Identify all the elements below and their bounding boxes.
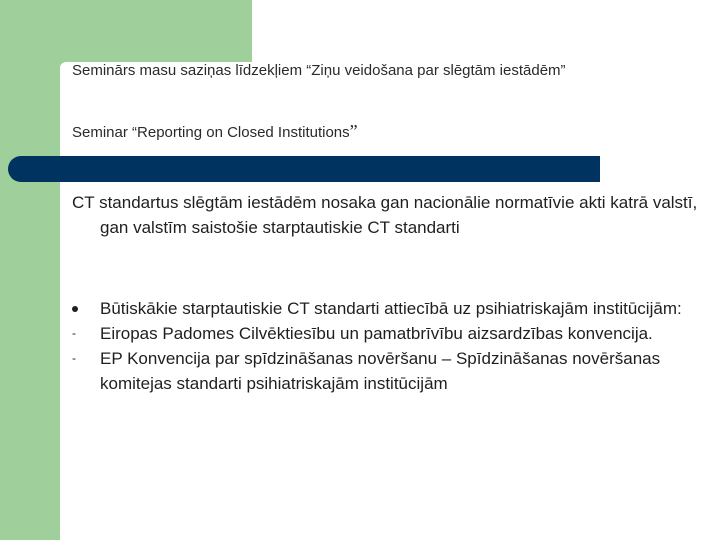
slide-header-english [72,121,358,143]
slide-header-english-closing-quote: ” [349,121,358,141]
list-item [72,346,682,396]
slide-header-english-text: Seminar “Reporting on Closed Institutions [72,124,350,141]
list-item-text: EP Konvencija par spīdzināšanas novēršanu – Spīdzināšanas novēršanas komitejas standarti psihiatriskajām institūcijām [100,349,661,393]
slide-header-latvian: Seminārs masu saziņas līdzekļiem “Ziņu veidošana par slēgtām iestādēm” [72,62,566,79]
dash-marker: - [72,326,76,340]
intro-paragraph: CT standartus slēgtām iestādēm nosaka gan nacionālie normatīvie akti katrā valstī, gan valstīm saistošie starptautiskie CT standarti [72,193,698,237]
dash-marker: - [72,351,76,365]
green-sidebar-decoration [0,0,60,540]
list-item [72,321,682,346]
standards-list [72,296,682,396]
bullet-heading-text: Būtiskākie starptautiskie CT standarti attiecībā uz psihiatriskajām institūcijām: [100,299,682,318]
navy-divider-bar [60,156,600,182]
list-item-text: Eiropas Padomes Cilvēktiesību un pamatbrīvību aizsardzības konvencija. [100,324,653,343]
bullet-icon [72,296,92,321]
list-item-heading [72,296,682,321]
